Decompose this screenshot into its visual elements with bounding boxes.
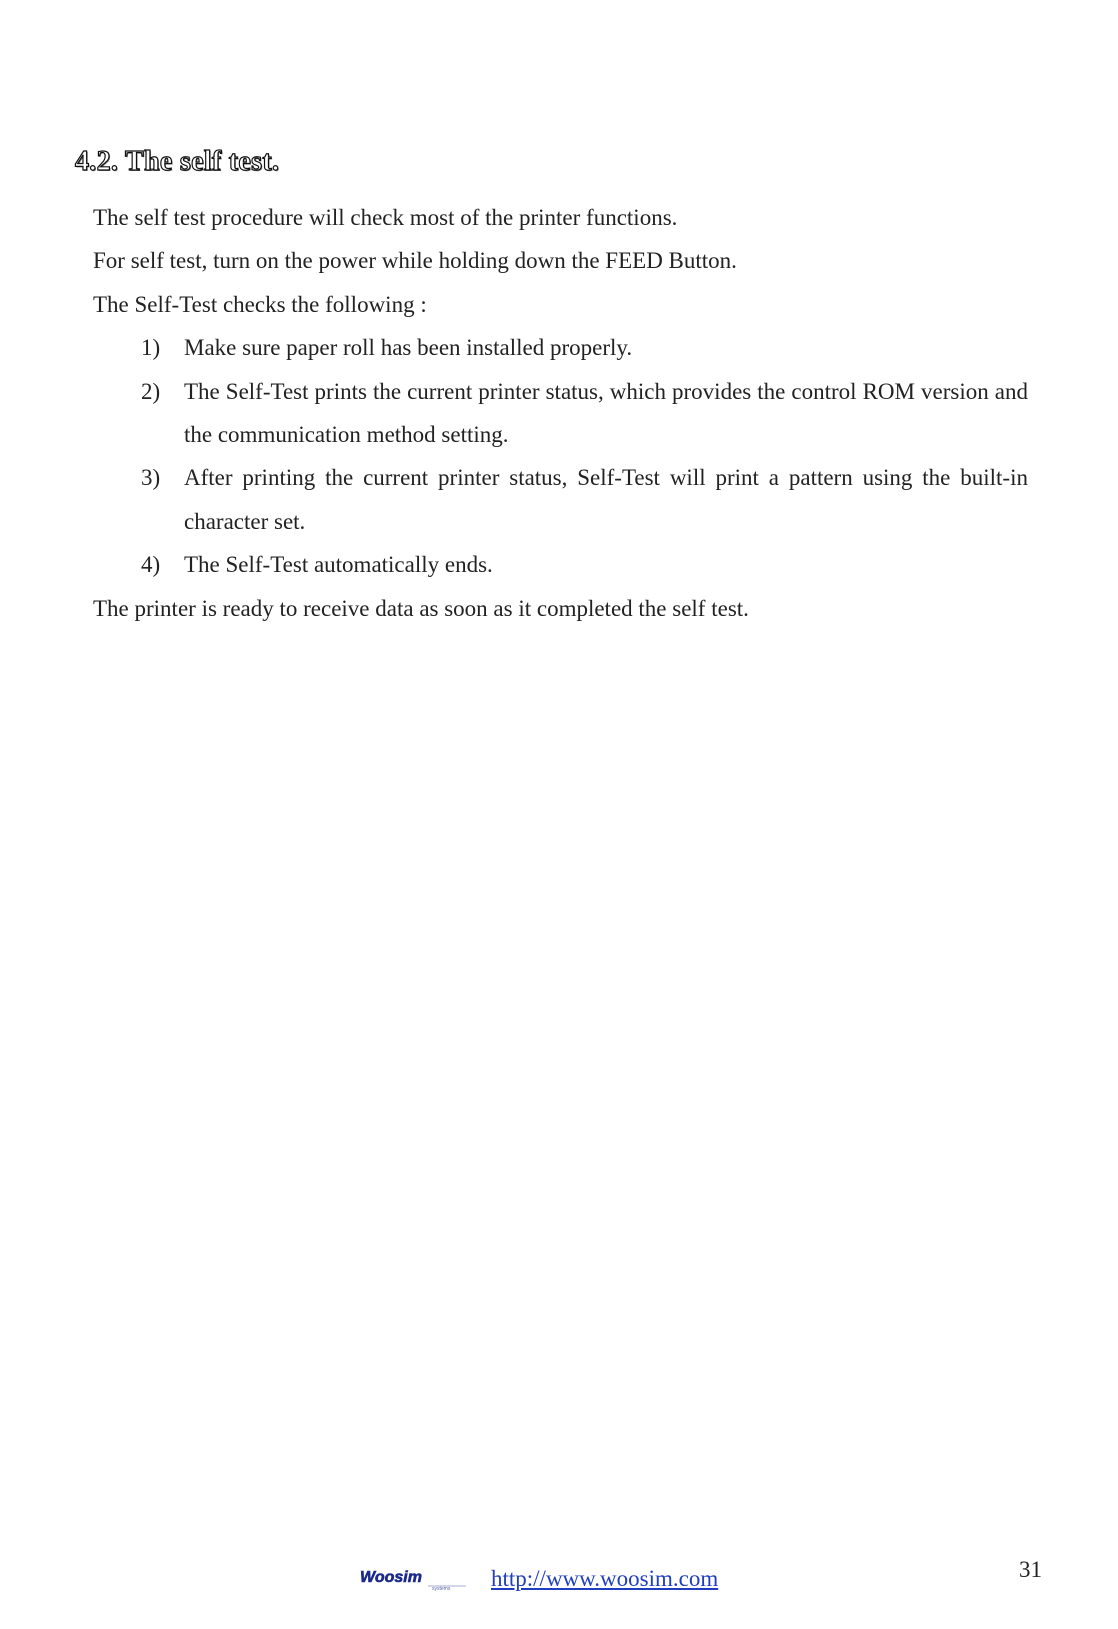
intro-line-3: The Self-Test checks the following : — [93, 291, 427, 317]
list-item — [93, 370, 1028, 457]
section-body — [93, 196, 1028, 630]
self-test-checklist — [93, 326, 1028, 586]
woosim-logo — [358, 1567, 470, 1591]
website-link[interactable]: http://www.woosim.com — [491, 1566, 719, 1591]
list-item-text: The Self-Test automatically ends. — [184, 552, 493, 578]
list-item-text: The Self-Test prints the current printer status, which provides the control ROM version and the communication method setting. — [184, 378, 1028, 448]
page-number: 31 — [1019, 1557, 1042, 1582]
list-item-text: Make sure paper roll has been installed properly. — [184, 335, 633, 361]
intro-line-1: The self test procedure will check most of the printer functions. — [93, 205, 678, 230]
list-item — [93, 543, 1028, 586]
intro-line-2: For self test, turn on the power while holding down the FEED Button. — [93, 248, 737, 274]
list-item-number: 4) — [141, 552, 161, 578]
list-item — [93, 326, 1028, 369]
list-item-number: 2) — [141, 378, 161, 404]
list-item — [93, 456, 1028, 543]
closing-line: The printer is ready to receive data as soon as it completed the self test. — [93, 595, 749, 621]
list-item-number: 1) — [141, 335, 161, 361]
list-item-text: After printing the current printer status, Self-Test will print a pattern using the built-in character set. — [184, 465, 1028, 534]
logo-wordmark: Woosim — [360, 1569, 422, 1586]
section-title: 4.2. The self test. — [75, 146, 280, 177]
logo-subtext: systems — [432, 1586, 451, 1591]
list-item-number: 3) — [141, 465, 161, 491]
